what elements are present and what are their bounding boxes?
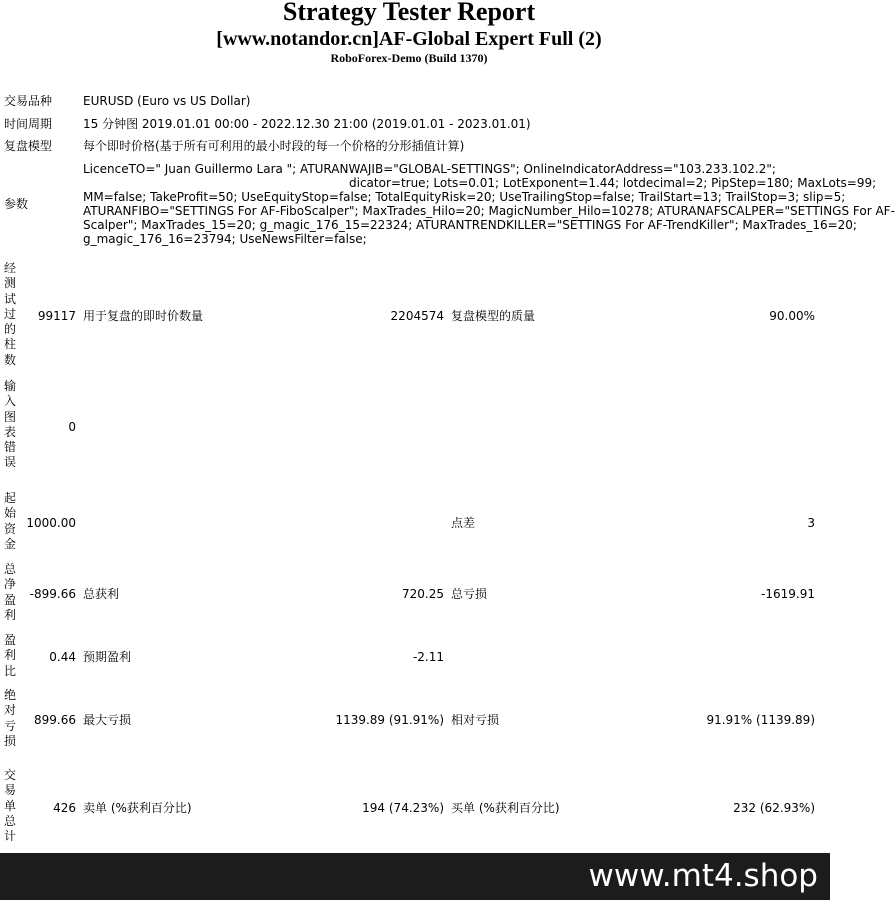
params-line: g_magic_176_16=23794; UseNewsFilter=false;	[83, 232, 367, 246]
period-label: 时间周期	[4, 117, 53, 131]
chart-errors-label: 输入图表错误	[4, 379, 17, 470]
expected-payoff-label: 预期盈利	[83, 650, 132, 664]
bars-tested-value: 99117	[37, 309, 76, 323]
maximal-drawdown-label: 最大亏损	[83, 713, 132, 727]
params-block	[83, 162, 895, 246]
quality-value: 90.00%	[769, 309, 815, 323]
net-profit-value: -899.66	[29, 587, 76, 601]
spread-value: 3	[807, 516, 815, 530]
profit-factor-label: 盈利比	[4, 633, 17, 678]
quality-label: 复盘模型的质量	[451, 309, 536, 323]
long-positions-value: 232 (62.93%)	[733, 801, 815, 815]
profit-factor-value: 0.44	[49, 650, 76, 664]
symbol-label: 交易品种	[4, 94, 53, 108]
maximal-drawdown-value: 1139.89 (91.91%)	[335, 713, 444, 727]
initial-deposit-label: 起始资金	[4, 491, 17, 551]
chart-errors-value: 0	[68, 420, 76, 434]
report-subtitle: [www.notandor.cn]AF-Global Expert Full (2)	[216, 28, 602, 50]
params-label: 参数	[4, 197, 29, 211]
params-line: dicator=true; Lots=0.01; LotExponent=1.44; lotdecimal=2; PipStep=180; MaxLots=99;	[349, 176, 877, 190]
bars-tested-label: 经测试过的柱数	[4, 261, 17, 367]
total-trades-value: 426	[53, 801, 76, 815]
spread-label: 点差	[451, 516, 476, 530]
relative-drawdown-label: 相对亏损	[451, 713, 500, 727]
params-line: LicenceTO=" Juan Guillermo Lara "; ATURANWAJIB="GLOBAL-SETTINGS"; OnlineIndicatorAddress="103.233.102.2";	[83, 162, 776, 176]
gross-profit-label: 总获利	[83, 587, 120, 601]
short-positions-value: 194 (74.23%)	[362, 801, 444, 815]
params-line: MM=false; TakeProfit=50; UseEquityStop=false; TotalEquityRisk=20; UseTrailingStop=false; TrailStart=13; TrailStop=3; slip=5;	[83, 190, 846, 204]
relative-drawdown-value: 91.91% (1139.89)	[706, 713, 815, 727]
total-trades-label: 交易单总计	[4, 768, 17, 844]
net-profit-label: 总净盈利	[4, 562, 17, 622]
model-value: 每个即时价格(基于所有可利用的最小时段的每一个价格的分形插值计算)	[83, 139, 465, 153]
model-label: 复盘模型	[4, 139, 53, 153]
report-title: Strategy Tester Report	[282, 0, 536, 26]
absolute-drawdown-label: 绝对亏损	[4, 688, 17, 748]
footer-banner	[0, 853, 830, 900]
gross-profit-value: 720.25	[402, 587, 444, 601]
expected-payoff-value: -2.11	[412, 650, 444, 664]
initial-deposit-value: 1000.00	[26, 516, 76, 530]
symbol-value: EURUSD (Euro vs US Dollar)	[83, 94, 251, 108]
site-brand: www.mt4.shop	[588, 858, 818, 894]
absolute-drawdown-value: 899.66	[34, 713, 76, 727]
long-positions-label: 买单 (%获利百分比)	[451, 801, 560, 815]
ticks-value: 2204574	[390, 309, 444, 323]
gross-loss-label: 总亏损	[451, 587, 488, 601]
params-line: Scalper"; MaxTrades_15=20; g_magic_176_15=22324; ATURANTRENDKILLER="SETTINGS For AF-TrendKiller"; MaxTrades_16=20;	[83, 218, 857, 232]
ticks-label: 用于复盘的即时价数量	[83, 309, 204, 323]
short-positions-label: 卖单 (%获利百分比)	[83, 801, 192, 815]
period-value: 15 分钟图 2019.01.01 00:00 - 2022.12.30 21:00 (2019.01.01 - 2023.01.01)	[83, 117, 531, 131]
params-line: ATURANFIBO="SETTINGS For AF-FiboScalper"; MaxTrades_Hilo=20; MagicNumber_Hilo=10278; ATURANAFSCALPER="SETTINGS For AF-	[83, 204, 895, 218]
gross-loss-value: -1619.91	[761, 587, 815, 601]
server-build: RoboForex-Demo (Build 1370)	[330, 51, 488, 65]
